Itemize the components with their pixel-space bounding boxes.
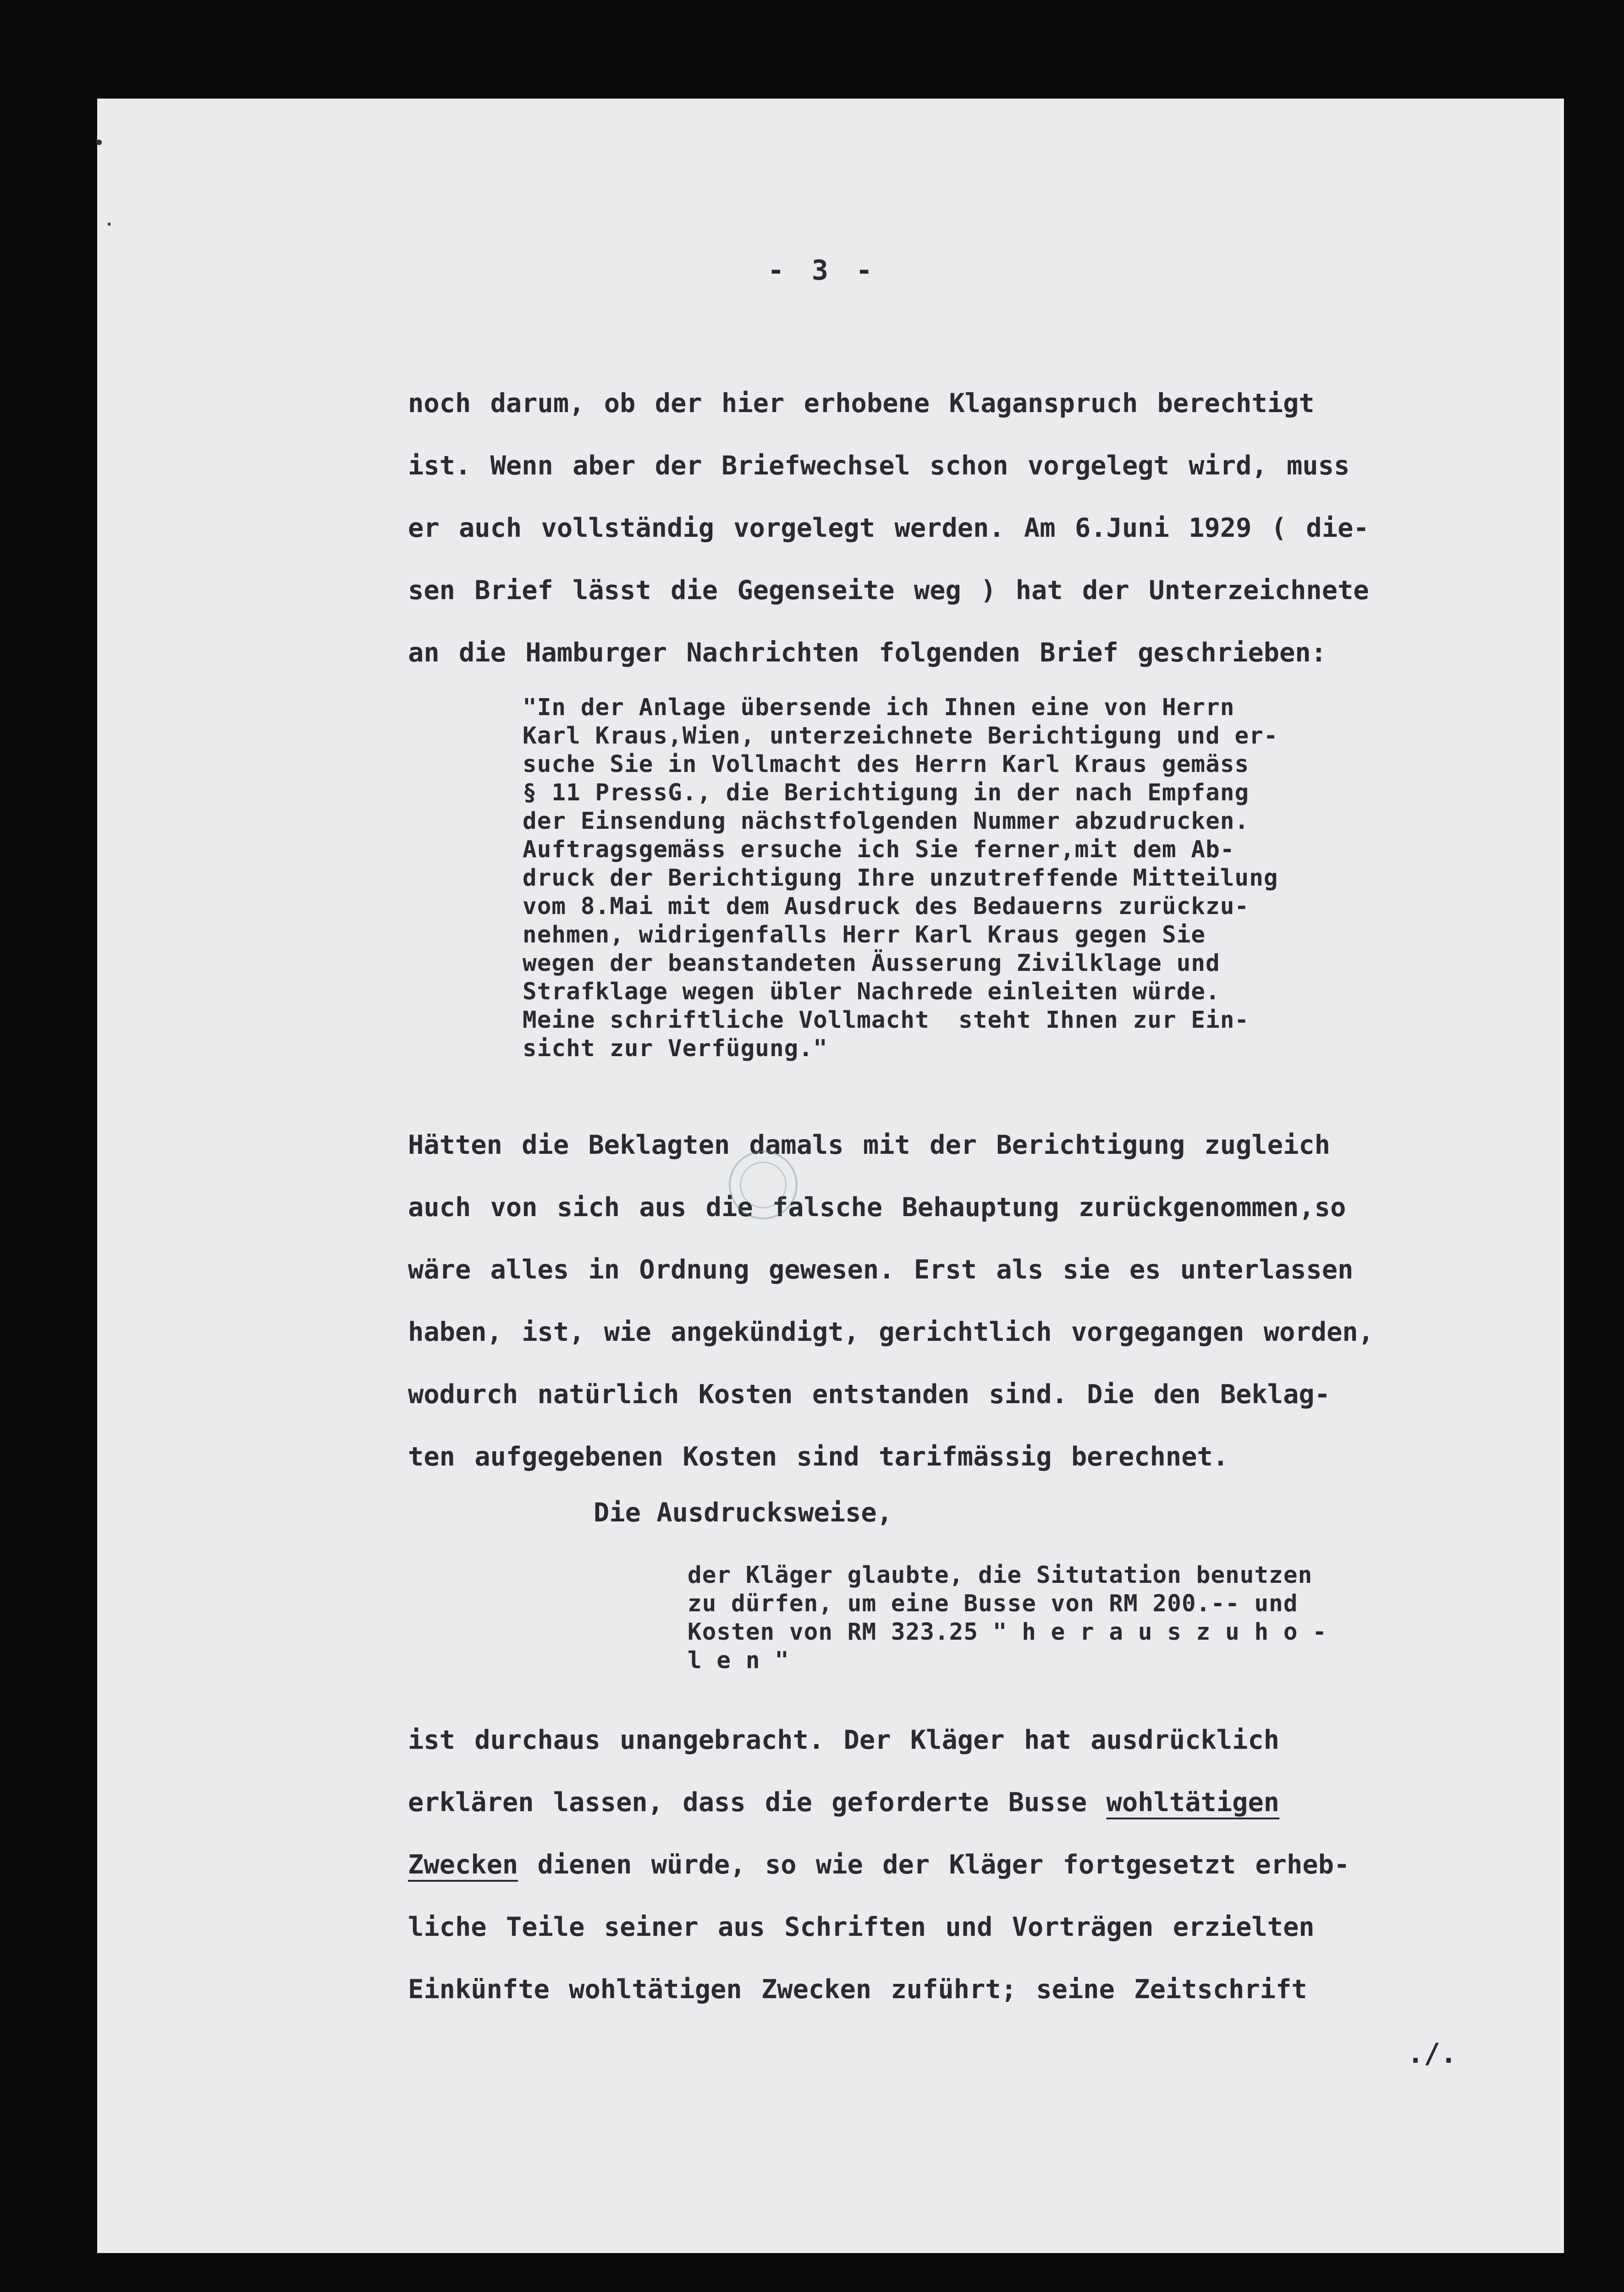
block-quote-expression (688, 1561, 1549, 1675)
quote-line: Strafklage wegen übler Nachrede einleiten würde. (523, 978, 1220, 1005)
continuation-mark: ./. (1407, 2038, 1457, 2070)
quote-line: der Einsendung nächstfolgenden Nummer abzudrucken. (523, 808, 1250, 835)
margin-mark: · (105, 215, 114, 234)
text-line: ist. Wenn aber der Briefwechsel schon vorgelegt wird, muss (408, 451, 1350, 481)
text-line: liche Teile seiner aus Schriften und Vorträgen erzielten (408, 1912, 1315, 1942)
text-line: Einkünfte wohltätigen Zwecken zuführt; seine Zeitschrift (408, 1974, 1307, 2005)
margin-mark: • (94, 134, 104, 152)
paragraph-3 (408, 1709, 1554, 2021)
text-line (408, 1771, 1554, 1834)
text-line: sen Brief lässt die Gegenseite weg ) hat der Unterzeichnete (408, 575, 1369, 606)
quote-line: Kosten von RM 323.25 " h e r a u s z u h o - (688, 1619, 1327, 1646)
quote-line: zu dürfen, um eine Busse von RM 200.-- und (688, 1590, 1298, 1617)
text-segment: erklären lassen, dass die geforderte Busse (408, 1787, 1107, 1818)
text-line: an die Hamburger Nachrichten folgenden Brief geschrieben: (408, 638, 1327, 668)
quote-line: vom 8.Mai mit dem Ausdruck des Bedauerns zurückzu- (523, 893, 1250, 920)
text-line: ten aufgegebenen Kosten sind tarifmässig berechnet. (408, 1442, 1229, 1472)
quote-line: Auftragsgemäss ersuche ich Sie ferner,mit dem Ab- (523, 836, 1235, 863)
text-line: wodurch natürlich Kosten entstanden sind. Die den Beklag- (408, 1379, 1331, 1410)
quote-line: Karl Kraus,Wien, unterzeichnete Berichtigung und er- (523, 722, 1278, 749)
page-number: - 3 - (767, 254, 878, 286)
text-line (408, 1834, 1554, 1896)
archive-stamp (729, 1151, 798, 1219)
paragraph-1 (408, 372, 1554, 684)
quote-line: "In der Anlage übersende ich Ihnen eine von Herrn (523, 694, 1235, 721)
quote-line: l e n " (688, 1647, 789, 1674)
text-line: Hätten die Beklagten damals mit der Berichtigung zugleich (408, 1130, 1331, 1160)
quote-line: § 11 PressG., die Berichtigung in der nach Empfang (523, 779, 1250, 806)
block-quote-letter (523, 694, 1549, 1063)
quote-line: Meine schriftliche Vollmacht steht Ihnen zur Ein- (523, 1007, 1250, 1034)
text-line: er auch vollständig vorgelegt werden. Am 6.Juni 1929 ( die- (408, 513, 1369, 543)
text-line: haben, ist, wie angekündigt, gerichtlich vorgegangen worden, (408, 1317, 1374, 1347)
quote-line: wegen der beanstandeten Äusserung Zivilklage und (523, 950, 1220, 977)
underlined-text: wohltätigen (1106, 1787, 1280, 1818)
quote-line: sicht zur Verfügung." (523, 1035, 828, 1062)
paragraph-2 (408, 1114, 1554, 1488)
text-line: wäre alles in Ordnung gewesen. Erst als sie es unterlassen (408, 1255, 1354, 1285)
text-line: auch von sich aus die falsche Behauptung zurückgenommen,so (408, 1192, 1346, 1223)
underlined-text: Zwecken (408, 1850, 518, 1880)
quote-line: suche Sie in Vollmacht des Herrn Karl Kraus gemäss (523, 751, 1250, 778)
quote-line: nehmen, widrigenfalls Herr Karl Kraus gegen Sie (523, 921, 1206, 948)
text-line: noch darum, ob der hier erhobene Klaganspruch berechtigt (408, 388, 1315, 419)
quote-line: der Kläger glaubte, die Situtation benutzen (688, 1562, 1313, 1589)
intro-line: Die Ausdrucksweise, (594, 1498, 893, 1528)
quote-line: druck der Berichtigung Ihre unzutreffende Mitteilung (523, 865, 1278, 892)
text-segment: dienen würde, so wie der Kläger fortgesetzt erheb- (518, 1850, 1350, 1880)
text-line: ist durchaus unangebracht. Der Kläger hat ausdrücklich (408, 1725, 1280, 1755)
